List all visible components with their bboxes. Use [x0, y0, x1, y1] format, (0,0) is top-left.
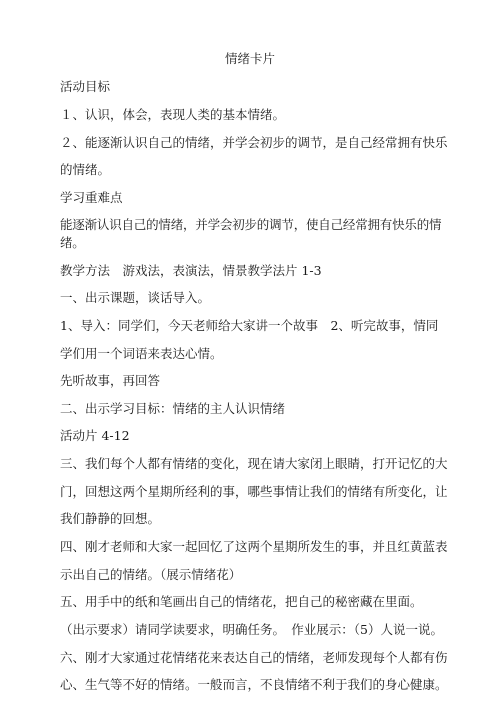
paragraph-section-2: 二、出示学习目标：情绪的主人认识情绪	[60, 400, 286, 416]
document-title: 情绪卡片	[224, 51, 275, 66]
paragraph-activity-goals-heading: 活动目标	[60, 79, 111, 94]
paragraph-goal-2: ２、能逐渐认识自己的情绪，并学会初步的调节，是自己经常拥有快乐的情绪。	[60, 134, 448, 177]
paragraph-listen-story: 先听故事，再回答	[60, 373, 161, 388]
paragraph-requirements: （出示要求）请同学读要求，明确任务。 作业展示：（5）人说一说。	[60, 621, 443, 637]
paragraph-key-points: 能逐渐认识自己的情绪，并学会初步的调节，使自己经常拥有快乐的情绪。	[60, 217, 442, 250]
paragraph-section-3: 三、我们每个人都有情绪的变化，现在请大家闭上眼睛，打开记忆的大门，回想这两个星期所经利的事，哪些事情让我们的情绪有所变化，让我们静静的回想。	[60, 456, 448, 526]
paragraph-section-1: 一、出示课题，谈话导入。	[60, 290, 211, 305]
paragraph-section-4: 四、刚才老师和大家一起回忆了这两个星期所发生的事，并且红黄蓝表示出自己的情绪。（展示情绪花）	[60, 539, 448, 582]
paragraph-key-points-heading: 学习重难点	[60, 189, 123, 205]
paragraph-section-6: 六、刚才大家通过花情绪花来表达自己的情绪，老师发现每个人都有伤心、生气等不好的情绪。一般而言，不良情绪不利于我们的身心健康。	[60, 649, 448, 692]
paragraph-intro: 1、导入：同学们，今天老师给大家讲一个故事 2、听完故事，情同学们用一个词语来表达心情。	[60, 318, 439, 361]
paragraph-section-5: 五、用手中的纸和笔画出自己的情绪花，把自己的秘密藏在里面。	[60, 594, 423, 609]
paragraph-activity-slides: 活动片 4-12	[60, 428, 130, 443]
paragraph-teaching-methods: 教学方法 游戏法，表演法，情景教学法片 1-3	[60, 262, 322, 278]
document-body	[60, 78, 450, 704]
paragraph-goal-1: １、认识，体会，表现人类的基本情绪。	[60, 106, 286, 122]
